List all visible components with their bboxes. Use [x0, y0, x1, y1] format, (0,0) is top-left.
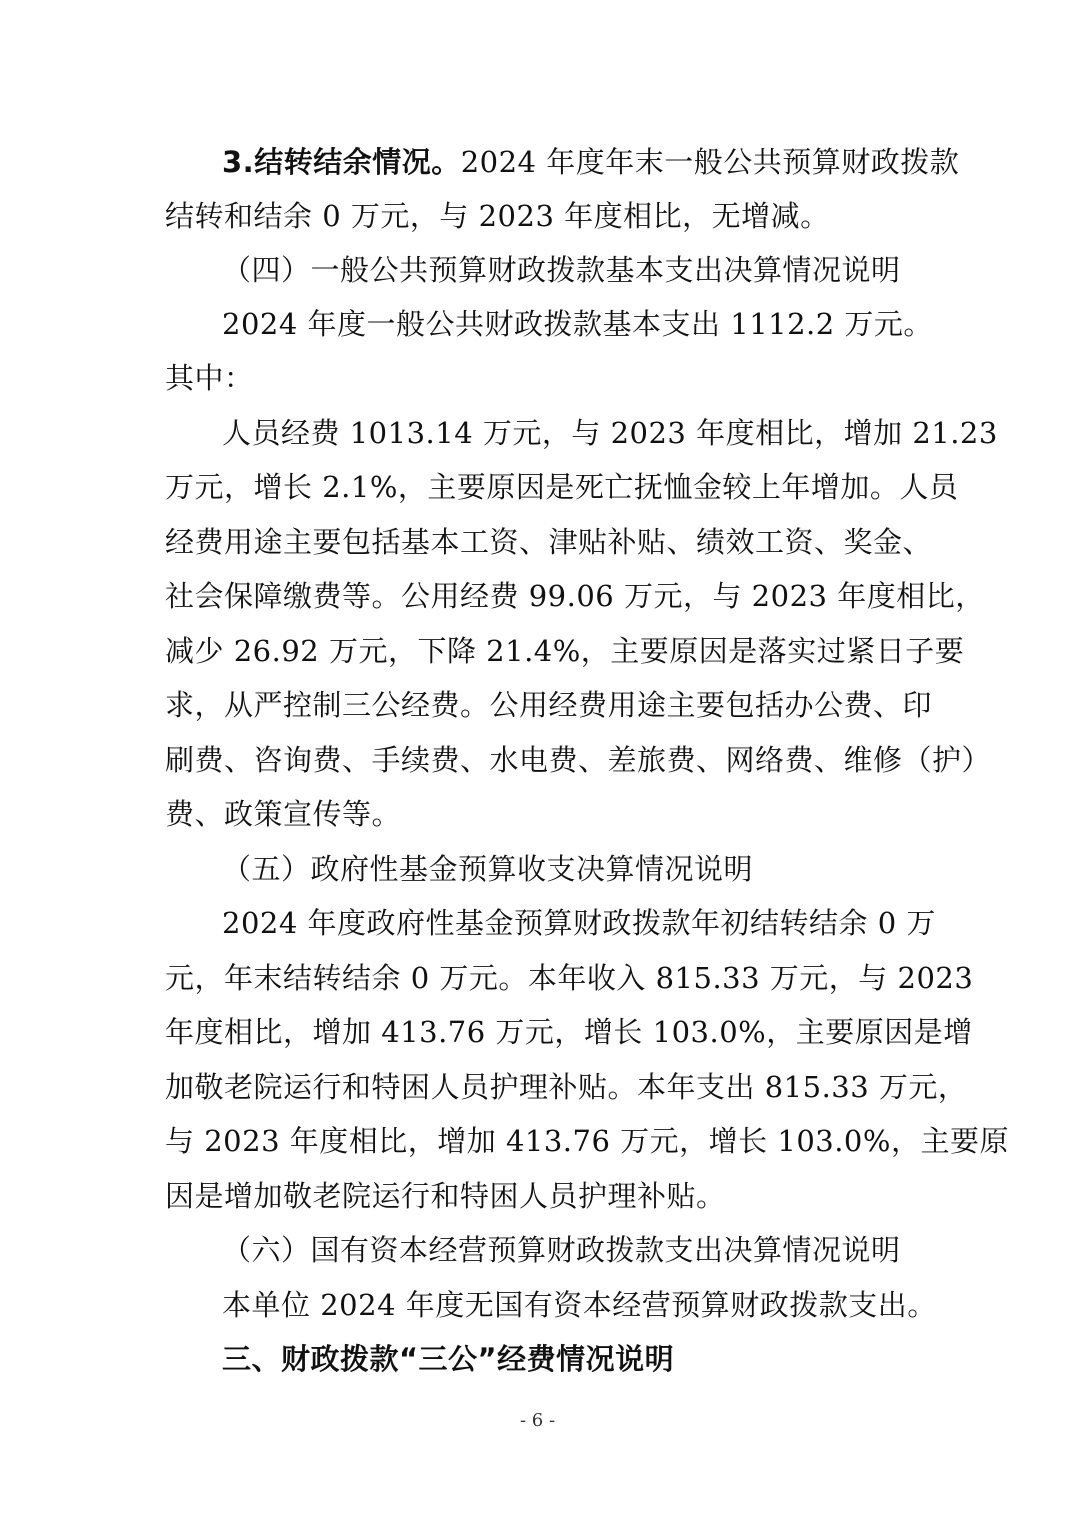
paragraph-line: 万元，增长 2.1%，主要原因是死亡抚恤金较上年增加。人员: [165, 470, 959, 504]
paragraph-line: 经费用途主要包括基本工资、津贴补贴、绩效工资、奖金、: [165, 525, 933, 559]
paragraph-line: 其中：: [165, 361, 254, 395]
section-heading: （五）政府性基金预算收支决算情况说明: [222, 852, 754, 886]
paragraph-line: 结转和结余 0 万元，与 2023 年度相比，无增减。: [165, 199, 830, 233]
paragraph-line: 与 2023 年度相比，增加 413.76 万元，增长 103.0%，主要原: [165, 1124, 1009, 1158]
paragraph-line: 减少 26.92 万元，下降 21.4%，主要原因是落实过紧日子要: [165, 634, 965, 668]
paragraph-line: 因是增加敬老院运行和特困人员护理补贴。: [165, 1179, 726, 1213]
section-heading: （四）一般公共预算财政拨款基本支出决算情况说明: [222, 253, 901, 287]
paragraph-line: 刷费、咨询费、手续费、水电费、差旅费、网络费、维修（护）: [165, 743, 992, 777]
paragraph-line: 费、政策宣传等。: [165, 797, 402, 831]
paragraph-line: 人员经费 1013.14 万元，与 2023 年度相比，增加 21.23: [222, 416, 998, 450]
bold-lead: 3.结转结余情况。: [222, 145, 461, 179]
paragraph-line: 加敬老院运行和特困人员护理补贴。本年支出 815.33 万元，: [165, 1070, 968, 1104]
paragraph-line: 年度相比，增加 413.76 万元，增长 103.0%，主要原因是增: [165, 1015, 973, 1049]
page-number: - 6 -: [519, 1410, 556, 1431]
paragraph-line: 求，从严控制三公经费。公用经费用途主要包括办公费、印: [165, 688, 933, 722]
paragraph-line: 2024 年度一般公共财政拨款基本支出 1112.2 万元。: [222, 307, 933, 341]
paragraph-line: 社会保障缴费等。公用经费 99.06 万元，与 2023 年度相比，: [165, 579, 985, 613]
paragraph-line: 本单位 2024 年度无国有资本经营预算财政拨款支出。: [222, 1288, 937, 1322]
paragraph-line: 元，年末结转结余 0 万元。本年收入 815.33 万元，与 2023: [165, 961, 974, 995]
paragraph-line: 3.结转结余情况。2024 年度年末一般公共预算财政拨款: [222, 145, 960, 179]
paragraph-line: 2024 年度政府性基金预算财政拨款年初结转结余 0 万: [222, 906, 936, 940]
section-heading: （六）国有资本经营预算财政拨款支出决算情况说明: [222, 1233, 901, 1267]
section-heading-bold: 三、财政拨款“三公”经费情况说明: [222, 1342, 675, 1376]
